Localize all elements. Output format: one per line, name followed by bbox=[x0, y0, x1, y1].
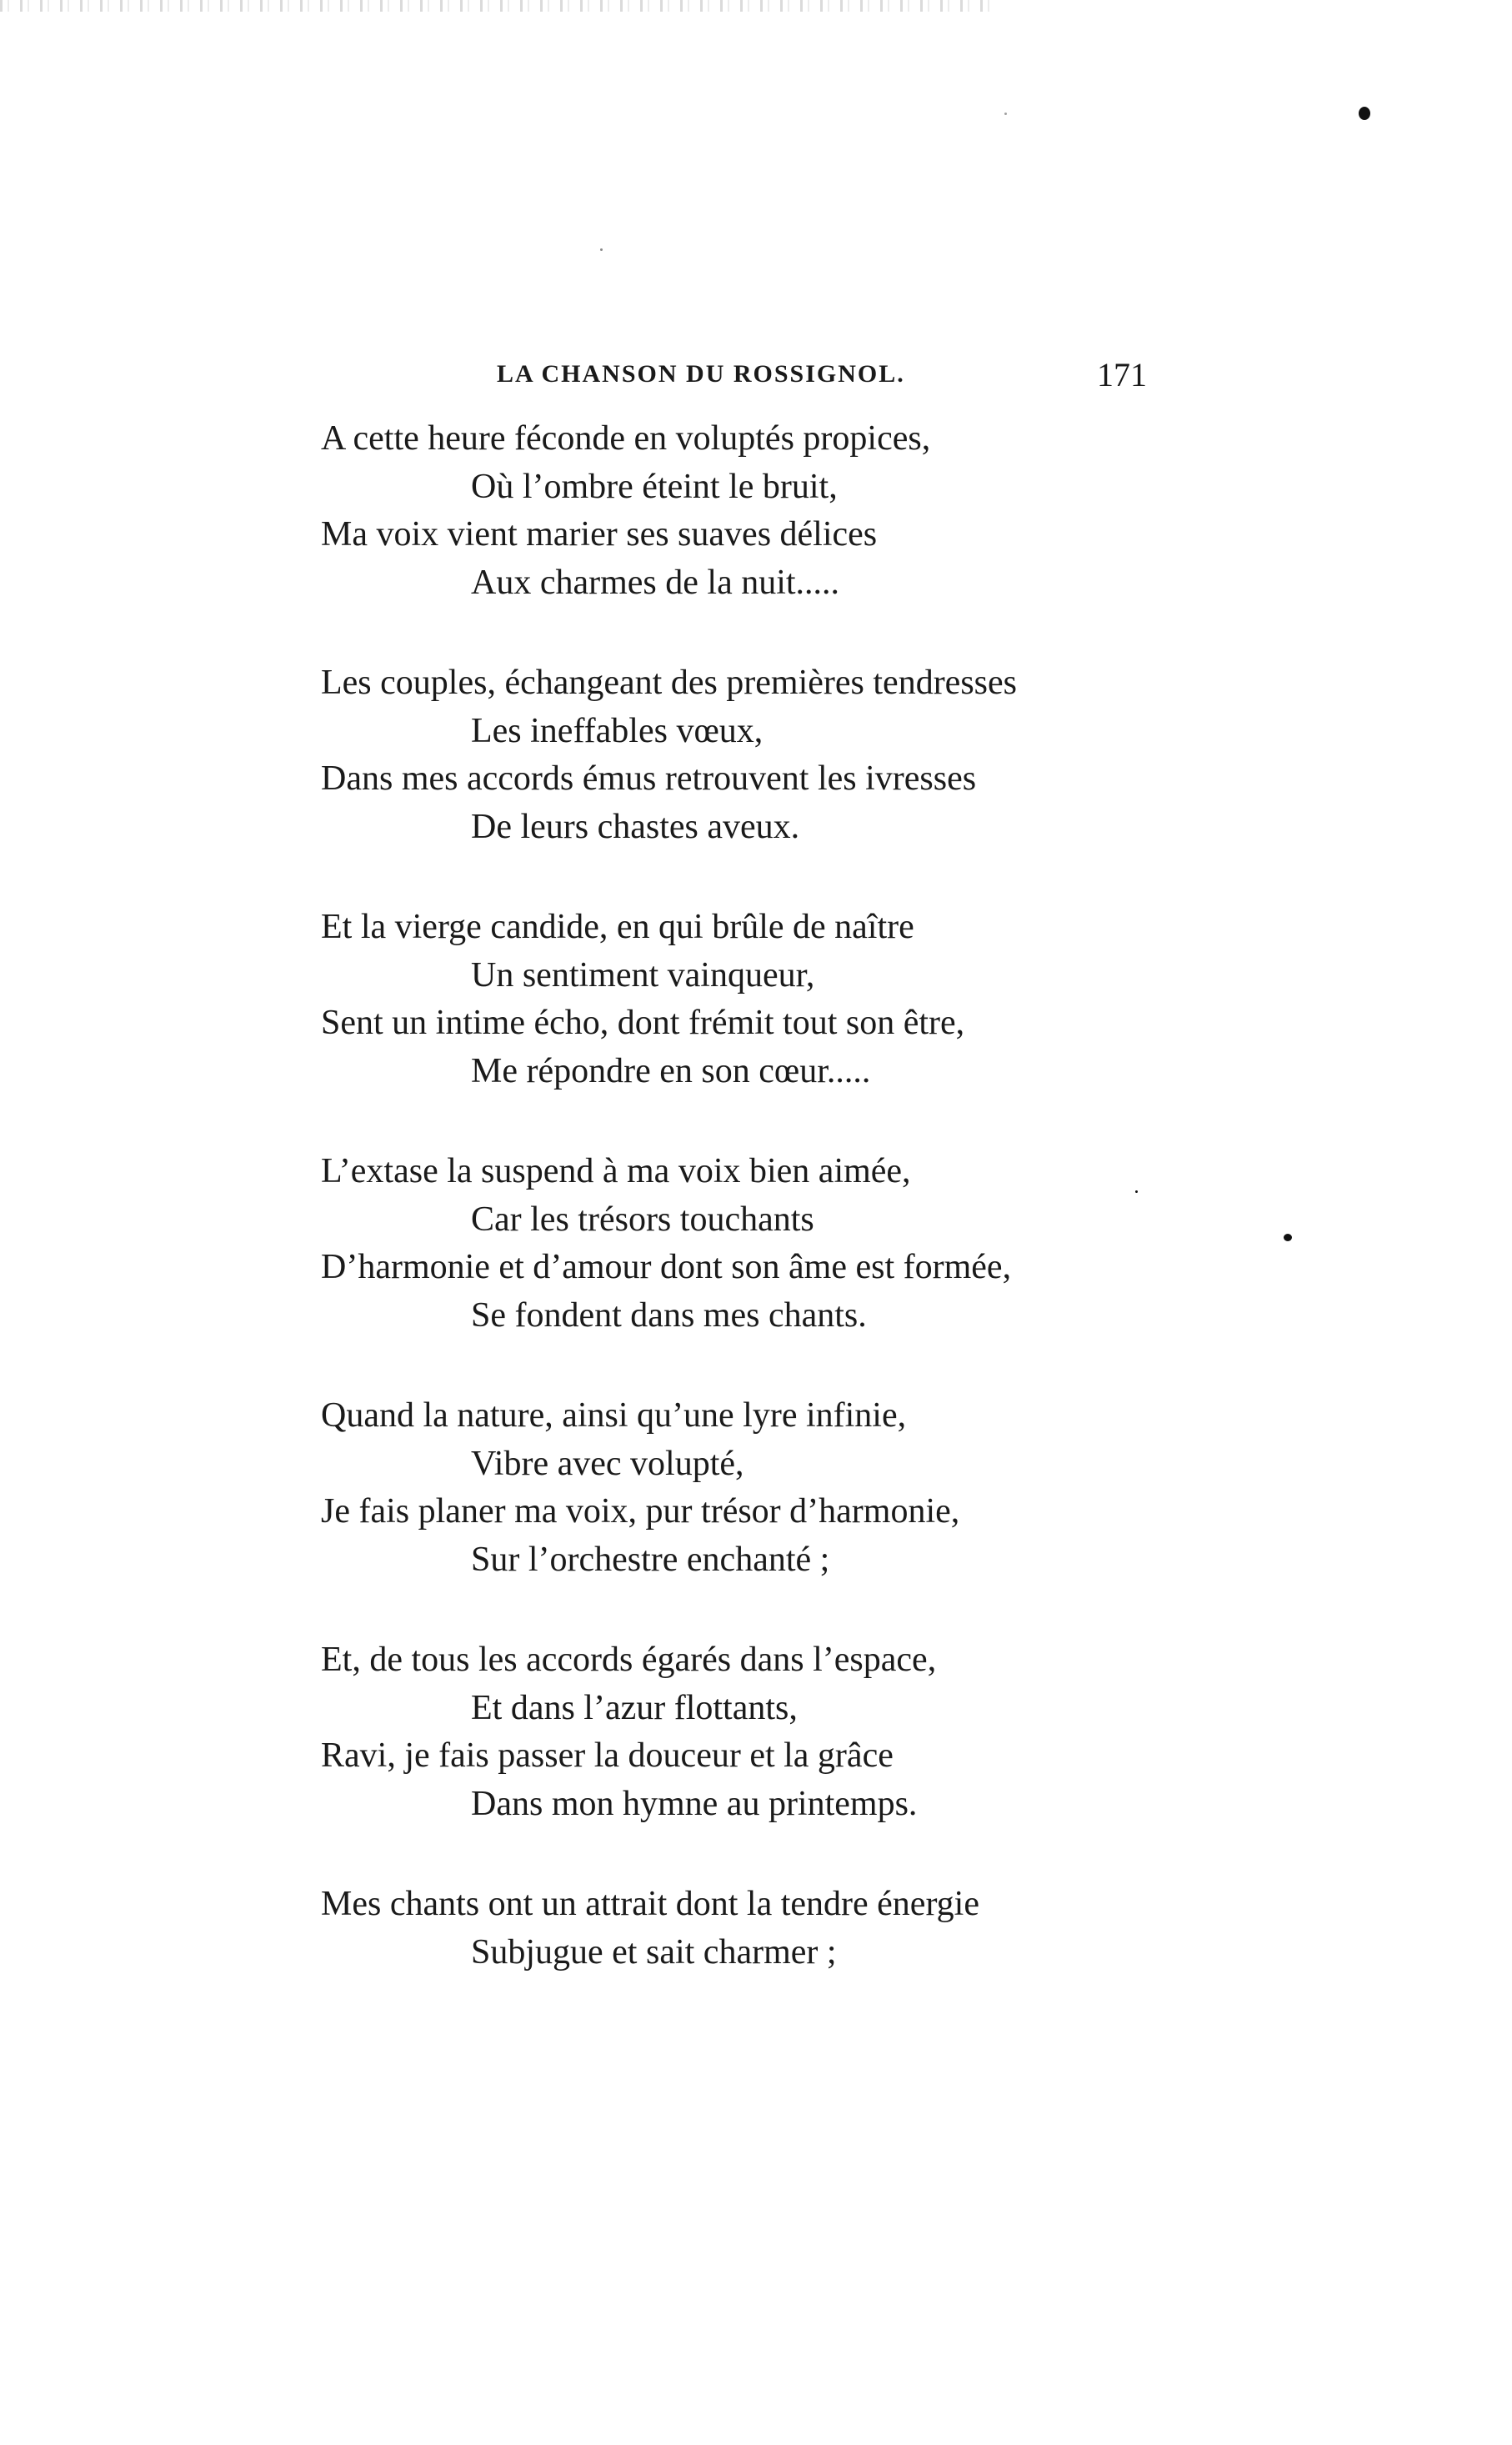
verse-line: Et dans l’azur flottants, bbox=[471, 1688, 798, 1727]
verse-line: Sent un intime écho, dont frémit tout son être, bbox=[321, 1004, 965, 1042]
verse-line: Ma voix vient marier ses suaves délices bbox=[321, 515, 878, 554]
verse-line: Sur l’orchestre enchanté ; bbox=[471, 1540, 830, 1579]
verse-line: Mes chants ont un attrait dont la tendre énergie bbox=[321, 1885, 979, 1923]
scan-edge-noise bbox=[0, 0, 1000, 12]
ink-speck bbox=[600, 248, 603, 251]
verse-line: Ravi, je fais passer la douceur et la grâce bbox=[321, 1736, 894, 1775]
verse-line: Vibre avec volupté, bbox=[471, 1444, 744, 1483]
stanza bbox=[321, 1392, 1154, 1584]
verse-line: Se fondent dans mes chants. bbox=[471, 1295, 867, 1335]
ink-speck bbox=[1004, 113, 1007, 115]
verse-line: Et la vierge candide, en qui brûle de naître bbox=[321, 908, 914, 946]
verse-line: Car les trésors touchants bbox=[471, 1200, 814, 1239]
verse-line: Me répondre en son cœur..... bbox=[471, 1051, 871, 1090]
stanza bbox=[321, 1636, 1154, 1828]
poem-body bbox=[321, 415, 1154, 1977]
verse-line: De leurs chastes aveux. bbox=[471, 807, 800, 846]
verse-line: Les ineffables vœux, bbox=[471, 711, 764, 750]
verse-line: A cette heure féconde en voluptés propices, bbox=[321, 419, 931, 458]
verse-line: Aux charmes de la nuit..... bbox=[471, 563, 840, 602]
verse-line: Et, de tous les accords égarés dans l’espace, bbox=[321, 1641, 937, 1679]
stanza bbox=[321, 904, 1154, 1095]
ink-speck bbox=[1359, 107, 1370, 120]
running-title: LA CHANSON DU ROSSIGNOL. bbox=[497, 360, 905, 388]
stanza bbox=[321, 415, 1154, 607]
verse-line: Subjugue et sait charmer ; bbox=[471, 1932, 837, 1972]
stanza bbox=[321, 659, 1154, 851]
verse-line: Quand la nature, ainsi qu’une lyre infinie, bbox=[321, 1396, 907, 1435]
page-number: 171 bbox=[1097, 356, 1147, 393]
verse-line: Les couples, échangeant des premières tendresses bbox=[321, 664, 1017, 702]
verse-line: Je fais planer ma voix, pur trésor d’harmonie, bbox=[321, 1492, 960, 1531]
verse-line: Dans mon hymne au printemps. bbox=[471, 1784, 918, 1823]
stanza bbox=[321, 1881, 1154, 1977]
verse-line: Dans mes accords émus retrouvent les ivresses bbox=[321, 759, 977, 798]
verse-line: L’extase la suspend à ma voix bien aimée, bbox=[321, 1152, 911, 1190]
verse-line: Où l’ombre éteint le bruit, bbox=[471, 467, 838, 506]
verse-line: D’harmonie et d’amour dont son âme est formée, bbox=[321, 1248, 1012, 1286]
ink-speck bbox=[1284, 1234, 1292, 1241]
page-header bbox=[497, 356, 1147, 407]
ink-speck bbox=[1135, 1190, 1138, 1193]
verse-line: Un sentiment vainqueur, bbox=[471, 955, 815, 995]
stanza bbox=[321, 1148, 1154, 1340]
